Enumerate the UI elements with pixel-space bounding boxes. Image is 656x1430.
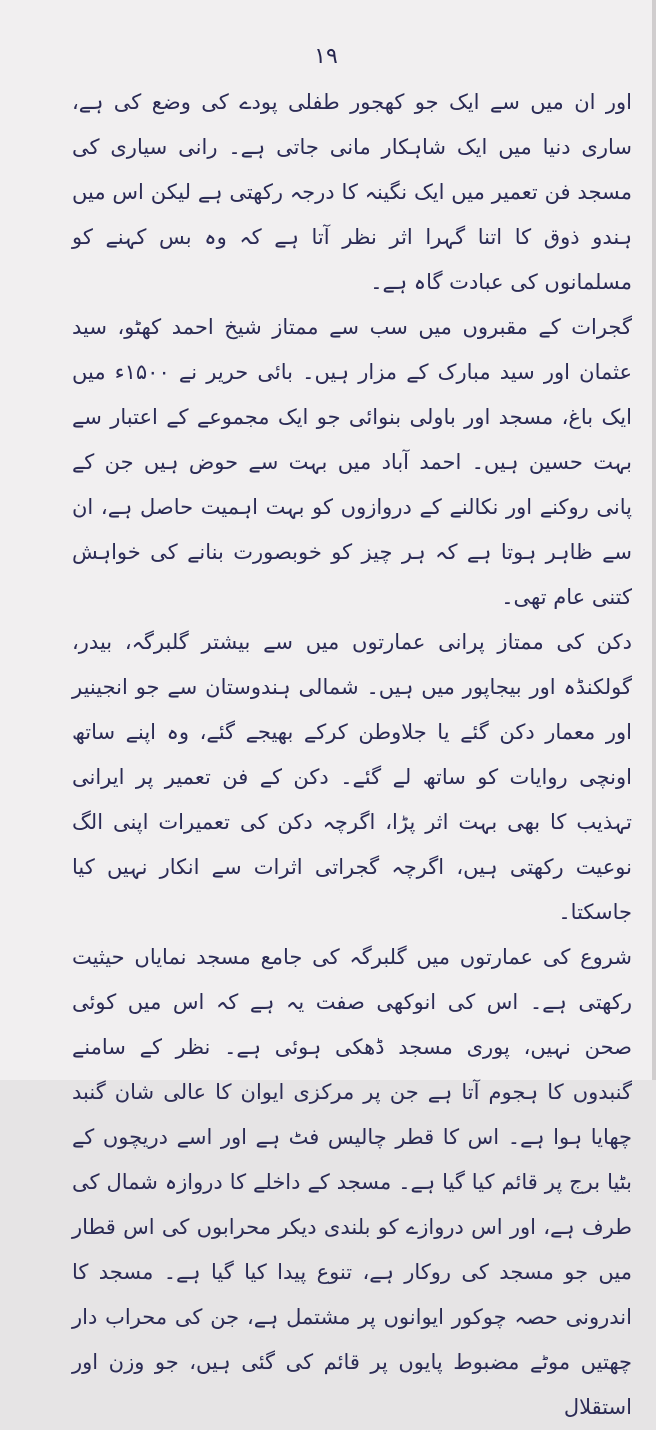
paragraph: اور ان میں سے ایک جو کھجور طفلی پودے کی وضع کی ہے، ساری دنیا میں ایک شاہکار مانی جاتی ہے۔ رانی سیاری کی مسجد فن تعمیر میں ایک نگینہ کا درجہ رکھتی ہے لیکن اس میں ہندو ذوق کا اتنا گہرا اثر نظر آتا ہے کہ وہ بس کہنے کو مسلمانوں کی عبادت گاہ ہے۔	[72, 90, 632, 294]
page-edge-shadow	[652, 0, 656, 1080]
page-number: ۱۹	[314, 44, 338, 69]
paragraph: شروع کی عمارتوں میں گلبرگہ کی جامع مسجد نمایاں حیثیت رکھتی ہے۔ اس کی انوکھی صفت یہ ہے کہ اس میں کوئی صحن نہیں، پوری مسجد ڈھکی ہوئی ہے۔ نظر کے سامنے گنبدوں کا ہجوم آتا ہے جن پر مرکزی ایوان کا عالی شان گنبد چھایا ہوا ہے۔ اس کا قطر چالیس فٹ ہے اور اسے دریچوں کے بٹیا برج پر قائم کیا گیا ہے۔ مسجد کے داخلے کا دروازہ شمال کی طرف ہے، اور اس دروازے کو بلندی دیکر محرابوں کی اس قطار میں جو مسجد کی روکار ہے، تنوع پیدا کیا گیا ہے۔ مسجد کا اندرونی حصہ چوکور ایوانوں پر مشتمل ہے، جن کی محراب دار چھتیں موٹے مضبوط پایوں پر قائم کی گئی ہیں، جو وزن اور استقلال	[72, 945, 632, 1419]
paragraph: گجرات کے مقبروں میں سب سے ممتاز شیخ احمد کھٹو، سید عثمان اور سید مبارک کے مزار ہیں۔ بائی حریر نے ۱۵۰۰ء میں ایک باغ، مسجد اور باولی بنوائی جو ایک مجموعے کے اعتبار سے بہت حسین ہیں۔ احمد آباد میں بہت سے حوض ہیں جن کے پانی روکنے اور نکالنے کے دروازوں کو بہت اہمیت حاصل ہے، ان سے ظاہر ہوتا ہے کہ ہر چیز کو خوبصورت بنانے کی خواہش کتنی عام تھی۔	[72, 315, 632, 609]
body-text	[72, 80, 632, 1430]
paragraph: دکن کی ممتاز پرانی عمارتوں میں سے بیشتر گلبرگہ، بیدر، گولکنڈہ اور بیجاپور میں ہیں۔ شمالی ہندوستان سے جو انجینیر اور معمار دکن گئے یا جلاوطن کرکے بھیجے گئے، وہ اپنے ساتھ اونچی روایات کو ساتھ لے گئے۔ دکن کے فن تعمیر پر ایرانی تہذیب کا بھی بہت اثر پڑا، اگرچہ دکن کی تعمیرات اپنی الگ نوعیت رکھتی ہیں، اگرچہ گجراتی اثرات سے انکار نہیں کیا جاسکتا۔	[72, 630, 632, 924]
